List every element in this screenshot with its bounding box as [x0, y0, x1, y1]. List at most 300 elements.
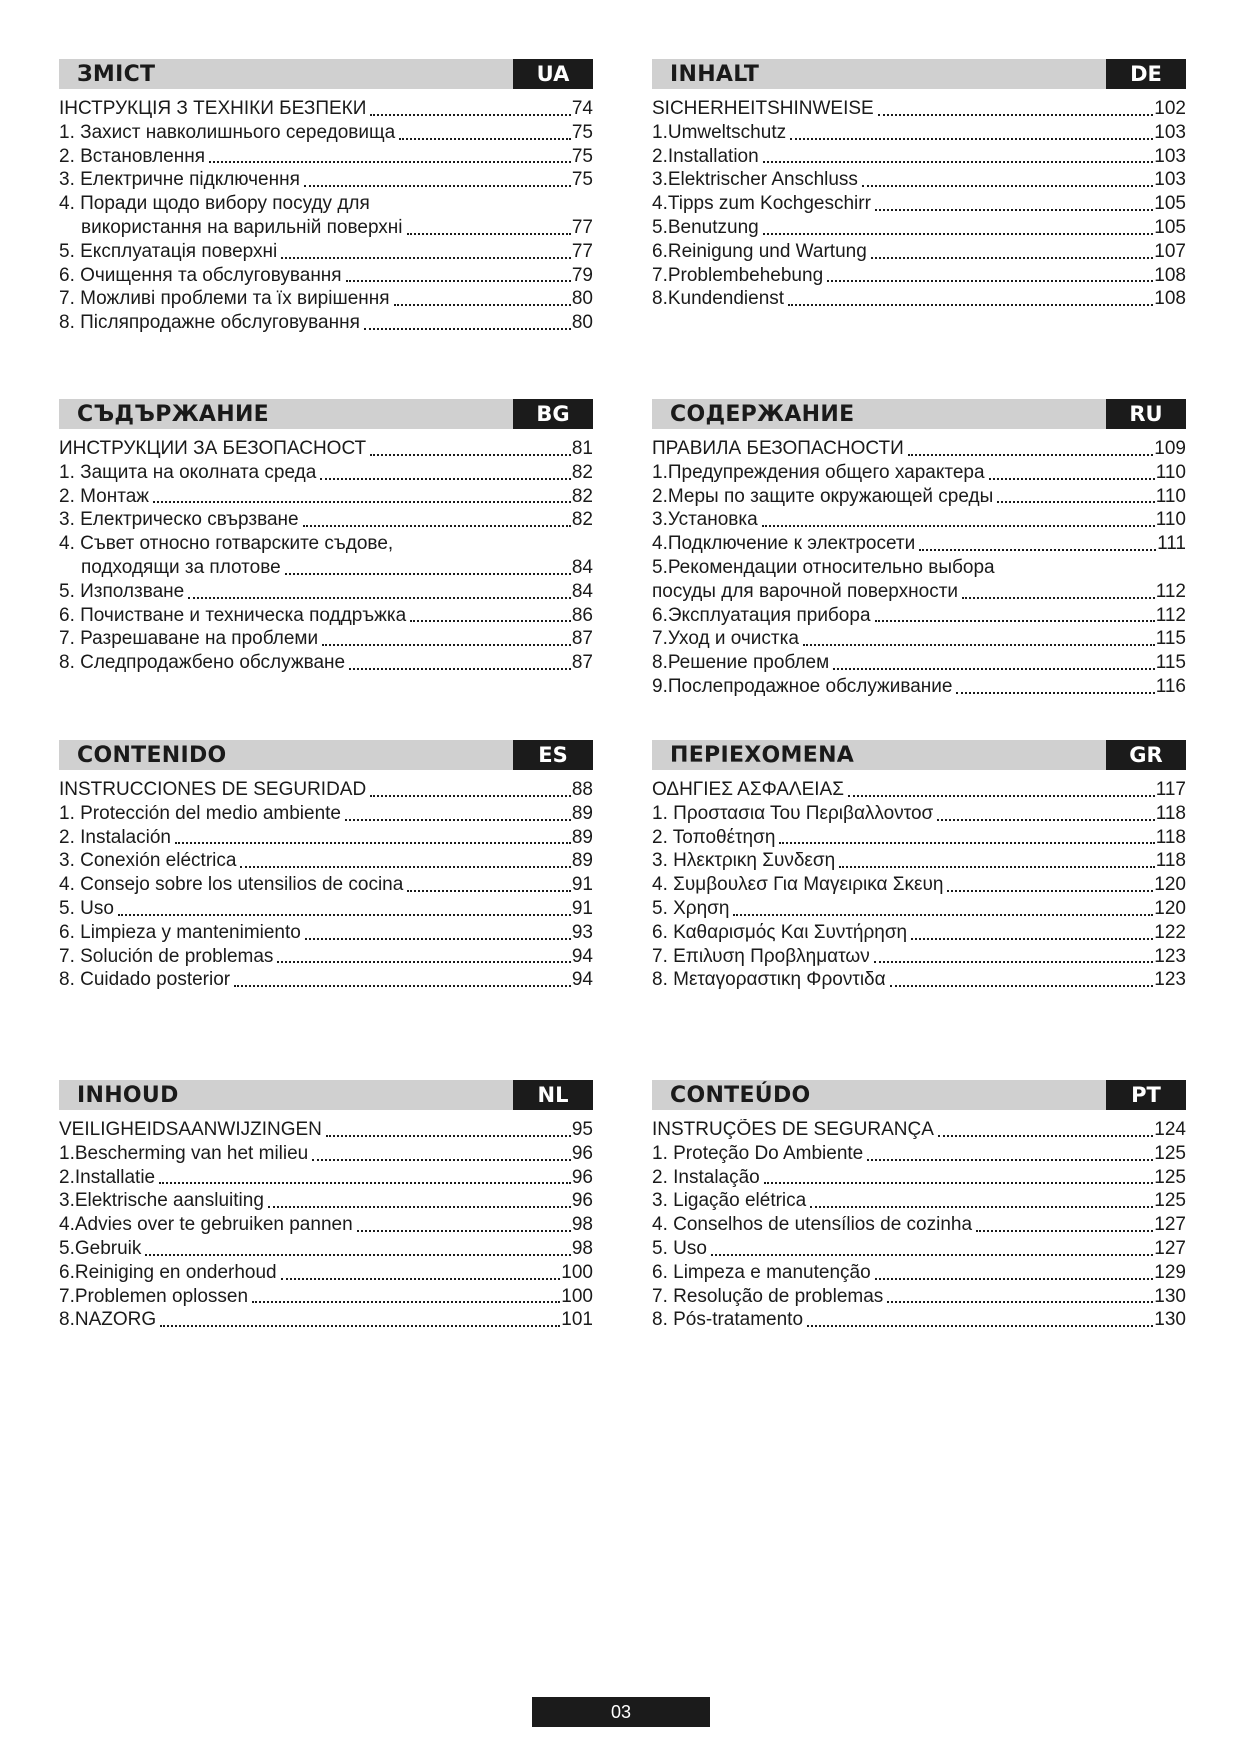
dot-leader	[878, 114, 1154, 116]
toc-entry-label: 2.Меры по защите окружающей среды	[652, 485, 994, 507]
toc-entry[interactable]	[59, 1309, 593, 1333]
toc-entry[interactable]	[652, 676, 1186, 700]
toc-entry[interactable]	[59, 628, 593, 652]
toc-entry-label: 3. Conexión eléctrica	[59, 850, 237, 872]
toc-entry[interactable]	[652, 898, 1186, 922]
dot-leader	[938, 1135, 1153, 1137]
toc-entry-label: 6.Эксплуатация прибора	[652, 604, 871, 626]
toc-entry-label: 7. Разрешаване на проблеми	[59, 628, 319, 650]
toc-entries	[59, 98, 593, 336]
toc-entry-page: 91	[571, 874, 593, 896]
toc-entry-label: 8.Решение проблем	[652, 652, 830, 674]
toc-entries	[59, 438, 593, 676]
toc-entry-label: 7. Solución de problemas	[59, 945, 274, 967]
toc-entry[interactable]	[59, 652, 593, 676]
toc-entry-page: 89	[571, 802, 593, 824]
dot-leader	[919, 549, 1156, 551]
dot-leader	[862, 185, 1153, 187]
toc-entry-label: INSTRUCCIONES DE SEGURIDAD	[59, 779, 367, 800]
toc-entry[interactable]	[59, 1119, 593, 1143]
toc-section-de	[652, 59, 1186, 312]
toc-entry-page: 101	[561, 1309, 593, 1331]
toc-entry-page: 130	[1154, 1285, 1186, 1307]
toc-entry-page: 75	[571, 145, 593, 167]
toc-entry-label: 3. Електричне підключення	[59, 169, 300, 191]
dot-leader	[871, 257, 1154, 259]
toc-entry[interactable]	[59, 462, 593, 486]
toc-entry-page: 100	[561, 1261, 593, 1283]
toc-entry[interactable]	[59, 169, 593, 193]
dot-leader	[733, 914, 1153, 916]
toc-entry-label: 9.Послепродажное обслуживание	[652, 675, 953, 697]
toc-entry-label: 1. Proteção Do Ambiente	[652, 1142, 864, 1164]
toc-entry[interactable]	[652, 509, 1186, 533]
toc-entry[interactable]	[652, 922, 1186, 946]
toc-entry[interactable]	[59, 193, 593, 217]
toc-entry-page: 118	[1155, 826, 1186, 848]
toc-entry[interactable]	[59, 1238, 593, 1262]
section-title: СОДЕРЖАНИЕ	[670, 402, 855, 427]
toc-entry-page: 112	[1155, 604, 1186, 626]
toc-entry-page: 77	[571, 216, 593, 238]
toc-entry[interactable]	[59, 486, 593, 510]
section-title: CONTENIDO	[77, 743, 227, 768]
dot-leader	[370, 795, 571, 797]
toc-entry-label: 8.Kundendienst	[652, 288, 785, 310]
toc-entry-label: 7. Можливі проблеми та їх вирішення	[59, 288, 390, 310]
section-title: INHOUD	[77, 1083, 179, 1108]
toc-entry-label: 5.Рекомендации относительно выбора	[652, 556, 995, 578]
toc-entry-page: 94	[571, 945, 593, 967]
dot-leader	[956, 692, 1154, 694]
dot-leader	[807, 1325, 1153, 1327]
toc-entry[interactable]	[652, 1262, 1186, 1286]
dot-leader	[867, 1159, 1153, 1161]
toc-entry-label: INSTRUÇÕES DE SEGURANÇA	[652, 1119, 934, 1140]
dot-leader	[887, 1301, 1153, 1303]
toc-entry-label: 4.Подключение к электросети	[652, 533, 916, 555]
toc-entry-page: 118	[1155, 850, 1186, 872]
toc-entry-page: 105	[1154, 193, 1186, 215]
dot-leader	[833, 668, 1155, 670]
dot-leader	[349, 668, 571, 670]
section-title: ЗМІСТ	[77, 62, 156, 87]
toc-entry-page: 122	[1154, 921, 1186, 943]
toc-entry-page: 98	[571, 1237, 593, 1259]
toc-entry-label: 4. Conselhos de utensílios de cozinha	[652, 1214, 973, 1236]
dot-leader	[839, 866, 1155, 868]
toc-entry-page: 129	[1154, 1261, 1186, 1283]
toc-entry-page: 103	[1154, 121, 1186, 143]
toc-entry[interactable]	[59, 98, 593, 122]
toc-entry[interactable]	[59, 217, 593, 241]
toc-entry-label: 7. Resolução de problemas	[652, 1285, 884, 1307]
section-title: СЪДЪРЖАНИЕ	[77, 402, 270, 427]
toc-entry-label: 2. Встановлення	[59, 145, 205, 167]
toc-entry-label: 8. Післяпродажне обслуговування	[59, 312, 360, 334]
toc-entry[interactable]	[652, 874, 1186, 898]
toc-entry-page: 103	[1154, 169, 1186, 191]
toc-entry[interactable]	[59, 803, 593, 827]
dot-leader	[908, 454, 1154, 456]
toc-entry-page: 127	[1154, 1214, 1186, 1236]
toc-entry-label: 5.Benutzung	[652, 216, 759, 238]
dot-leader	[252, 1301, 560, 1303]
toc-entry-page: 110	[1155, 509, 1186, 531]
toc-entry-page: 89	[571, 850, 593, 872]
toc-entry[interactable]	[652, 486, 1186, 510]
section-header	[59, 740, 593, 770]
dot-leader	[160, 1325, 560, 1327]
toc-entry[interactable]	[59, 122, 593, 146]
dot-leader	[240, 866, 570, 868]
dot-leader	[268, 1206, 571, 1208]
toc-entry-page: 96	[571, 1142, 593, 1164]
toc-entry-page: 79	[571, 264, 593, 286]
toc-entry-label: ІНСТРУКЦІЯ З ТЕХНІКИ БЕЗПЕКИ	[59, 98, 367, 119]
toc-entry-label: 6. Limpieza y mantenimiento	[59, 921, 301, 943]
toc-entry-label: використання на варильній поверхні	[81, 216, 403, 238]
toc-section-gr	[652, 740, 1186, 993]
toc-entry[interactable]	[652, 98, 1186, 122]
toc-entry[interactable]	[59, 146, 593, 170]
page-number: 03	[532, 1697, 710, 1727]
toc-section-es	[59, 740, 593, 993]
section-header	[652, 59, 1186, 89]
toc-entry-page: 130	[1154, 1309, 1186, 1331]
dot-leader	[153, 501, 571, 503]
dot-leader	[399, 138, 571, 140]
dot-leader	[312, 1159, 571, 1161]
toc-entry[interactable]	[59, 438, 593, 462]
toc-entry-label: 6.Reinigung und Wartung	[652, 240, 867, 262]
toc-entry-label: VEILIGHEIDSAANWIJZINGEN	[59, 1119, 322, 1140]
toc-entry-page: 123	[1154, 945, 1186, 967]
section-header	[59, 399, 593, 429]
toc-entry-page: 117	[1155, 779, 1186, 800]
language-code-badge: DE	[1106, 59, 1186, 89]
dot-leader	[285, 573, 571, 575]
toc-entry[interactable]	[59, 605, 593, 629]
dot-leader	[305, 938, 571, 940]
dot-leader	[320, 478, 571, 480]
toc-entry-label: 2.Installatie	[59, 1166, 156, 1188]
toc-entry[interactable]	[652, 1286, 1186, 1310]
toc-entry[interactable]	[652, 146, 1186, 170]
toc-entry-page: 77	[571, 240, 593, 262]
language-code-badge: GR	[1106, 740, 1186, 770]
dot-leader	[209, 161, 571, 163]
section-title: CONTEÚDO	[670, 1083, 811, 1108]
dot-leader	[803, 644, 1155, 646]
toc-entry[interactable]	[59, 509, 593, 533]
dot-leader	[890, 985, 1154, 987]
toc-entry-page: 109	[1154, 438, 1186, 459]
dot-leader	[989, 478, 1155, 480]
toc-entry-page: 108	[1154, 264, 1186, 286]
dot-leader	[976, 1230, 1153, 1232]
toc-entry[interactable]	[59, 827, 593, 851]
toc-entry-page: 110	[1155, 461, 1186, 483]
toc-entry[interactable]	[59, 312, 593, 336]
dot-leader	[407, 890, 571, 892]
toc-entry-page: 81	[571, 438, 593, 459]
toc-entry[interactable]	[652, 193, 1186, 217]
dot-leader	[281, 257, 571, 259]
section-header	[652, 740, 1186, 770]
toc-entry[interactable]	[652, 1167, 1186, 1191]
dot-leader	[875, 1278, 1154, 1280]
dot-leader	[188, 597, 571, 599]
toc-entry-label: 7. Επιλυση Προβληματων	[652, 945, 870, 967]
toc-entry-label: 1. Захист навколишнього середовища	[59, 121, 396, 143]
toc-entry-page: 95	[571, 1119, 593, 1140]
toc-entry[interactable]	[59, 1286, 593, 1310]
toc-entry-label: 3. Ηλεκτρικη Συνδεση	[652, 850, 836, 872]
dot-leader	[304, 185, 571, 187]
toc-entry[interactable]	[652, 265, 1186, 289]
toc-entry-label: 4. Съвет относно готварските съдове,	[59, 533, 394, 555]
dot-leader	[762, 525, 1155, 527]
toc-entry-page: 87	[571, 652, 593, 674]
toc-entry-page: 116	[1155, 675, 1186, 697]
dot-leader	[357, 1230, 571, 1232]
dot-leader	[303, 525, 571, 527]
toc-entry[interactable]	[59, 581, 593, 605]
toc-entry-label: 5.Gebruik	[59, 1237, 142, 1259]
dot-leader	[875, 209, 1153, 211]
toc-entry-page: 82	[571, 485, 593, 507]
toc-entry-label: 6.Reiniging en onderhoud	[59, 1261, 277, 1283]
toc-entry-page: 82	[571, 461, 593, 483]
dot-leader	[345, 819, 571, 821]
toc-entry[interactable]	[59, 288, 593, 312]
toc-entry[interactable]	[59, 874, 593, 898]
toc-entry-label: 3. Електрическо свързване	[59, 509, 299, 531]
dot-leader	[810, 1206, 1153, 1208]
toc-entry[interactable]	[652, 803, 1186, 827]
dot-leader	[234, 985, 571, 987]
toc-entry-page: 75	[571, 121, 593, 143]
section-header	[59, 59, 593, 89]
toc-entry[interactable]	[652, 438, 1186, 462]
toc-entry-page: 127	[1154, 1237, 1186, 1259]
toc-entry-label: SICHERHEITSHINWEISE	[652, 98, 874, 119]
language-code-badge: RU	[1106, 399, 1186, 429]
toc-entry-label: подходящи за плотове	[81, 556, 281, 578]
toc-section-bg	[59, 399, 593, 676]
toc-entry-page: 91	[571, 897, 593, 919]
toc-entry-page: 120	[1154, 874, 1186, 896]
toc-entry-label: 6. Очищення та обслуговування	[59, 264, 342, 286]
toc-entry-page: 89	[571, 826, 593, 848]
toc-entry[interactable]	[652, 557, 1186, 581]
dot-leader	[370, 114, 570, 116]
toc-entry[interactable]	[59, 779, 593, 803]
toc-entry-label: 5. Uso	[652, 1237, 707, 1259]
toc-entry-label: 1.Предупреждения общего характера	[652, 461, 985, 483]
dot-leader	[779, 842, 1154, 844]
toc-entry[interactable]	[652, 1190, 1186, 1214]
dot-leader	[711, 1254, 1153, 1256]
toc-entry[interactable]	[59, 265, 593, 289]
toc-entry-label: 5. Експлуатація поверхні	[59, 240, 278, 262]
toc-entry[interactable]	[59, 946, 593, 970]
toc-entry[interactable]	[652, 462, 1186, 486]
toc-entry-page: 80	[571, 288, 593, 310]
toc-entry[interactable]	[652, 1238, 1186, 1262]
dot-leader	[848, 795, 1155, 797]
toc-entry[interactable]	[59, 557, 593, 581]
toc-entry-label: 4.Tipps zum Kochgeschirr	[652, 193, 871, 215]
toc-entry[interactable]	[652, 628, 1186, 652]
dot-leader	[364, 328, 571, 330]
dot-leader	[763, 161, 1154, 163]
toc-entry-label: 8. Следпродажбено обслужване	[59, 652, 346, 674]
toc-entry-page: 118	[1155, 802, 1186, 824]
toc-entry[interactable]	[652, 241, 1186, 265]
toc-entry[interactable]	[652, 122, 1186, 146]
toc-entry[interactable]	[652, 946, 1186, 970]
toc-entry[interactable]	[652, 969, 1186, 993]
toc-entry-page: 105	[1154, 216, 1186, 238]
dot-leader	[788, 304, 1153, 306]
toc-entry-page: 108	[1154, 288, 1186, 310]
toc-entry-page: 102	[1154, 98, 1186, 119]
toc-entry-page: 103	[1154, 145, 1186, 167]
dot-leader	[937, 819, 1154, 821]
toc-entry-label: 8. Pós-tratamento	[652, 1309, 804, 1331]
toc-entry[interactable]	[59, 1143, 593, 1167]
toc-entry-page: 82	[571, 509, 593, 531]
toc-entry-label: 2. Instalación	[59, 826, 171, 848]
toc-entry-label: 6. Limpeza e manutenção	[652, 1261, 871, 1283]
toc-entry-label: 1.Umweltschutz	[652, 121, 787, 143]
toc-entry[interactable]	[59, 850, 593, 874]
toc-entry[interactable]	[652, 1143, 1186, 1167]
toc-entry[interactable]	[652, 605, 1186, 629]
dot-leader	[947, 890, 1153, 892]
toc-entry-label: ΟΔΗΓΙΕΣ ΑΣΦΑΛΕΙΑΣ	[652, 779, 844, 800]
toc-entry-page: 107	[1154, 240, 1186, 262]
toc-entries	[652, 98, 1186, 312]
toc-entry-label: 2. Τοποθέτηση	[652, 826, 776, 848]
toc-section-ua	[59, 59, 593, 336]
toc-entry[interactable]	[59, 1167, 593, 1191]
toc-entry[interactable]	[59, 898, 593, 922]
toc-entry-label: 2.Installation	[652, 145, 759, 167]
toc-entry-label: 1. Защита на околната среда	[59, 461, 317, 483]
dot-leader	[997, 501, 1154, 503]
toc-entries	[59, 1119, 593, 1333]
toc-entry-label: 7.Problembehebung	[652, 264, 824, 286]
toc-entry[interactable]	[59, 1190, 593, 1214]
dot-leader	[962, 597, 1155, 599]
dot-leader	[790, 138, 1153, 140]
toc-entry-label: 6. Почистване и техническа поддръжка	[59, 604, 407, 626]
toc-entry-page: 98	[571, 1214, 593, 1236]
toc-entry-page: 84	[571, 556, 593, 578]
dot-leader	[145, 1254, 570, 1256]
toc-entry[interactable]	[59, 533, 593, 557]
toc-entry-page: 111	[1157, 533, 1186, 555]
toc-entry[interactable]	[59, 241, 593, 265]
toc-entry-label: 5. Uso	[59, 897, 114, 919]
toc-entry[interactable]	[652, 850, 1186, 874]
toc-entry[interactable]	[652, 533, 1186, 557]
toc-entry-label: 1. Προστασια Του Περιβαλλοντοσ	[652, 802, 934, 824]
toc-entry[interactable]	[652, 827, 1186, 851]
toc-entry-page: 74	[571, 98, 593, 119]
language-code-badge: PT	[1106, 1080, 1186, 1110]
toc-entry[interactable]	[652, 1309, 1186, 1333]
language-code-badge: UA	[513, 59, 593, 89]
toc-entry-page: 96	[571, 1166, 593, 1188]
dot-leader	[175, 842, 571, 844]
toc-entry-label: 7.Problemen oplossen	[59, 1285, 249, 1307]
toc-entry-label: 8.NAZORG	[59, 1309, 157, 1331]
toc-entry-label: ПРАВИЛА БЕЗОПАСНОСТИ	[652, 438, 904, 459]
toc-entry[interactable]	[652, 581, 1186, 605]
toc-section-nl	[59, 1080, 593, 1333]
toc-entry-label: 4. Поради щодо вибору посуду для	[59, 193, 370, 215]
toc-entry-page: 120	[1154, 897, 1186, 919]
toc-entries	[652, 438, 1186, 700]
dot-leader	[394, 304, 571, 306]
toc-entry[interactable]	[652, 217, 1186, 241]
toc-entry-label: 6. Καθαρισμός Και Συντήρηση	[652, 921, 908, 943]
toc-entry[interactable]	[652, 779, 1186, 803]
toc-entry-page: 123	[1154, 969, 1186, 991]
toc-entry-page: 125	[1154, 1166, 1186, 1188]
toc-entry-label: 8. Cuidado posterior	[59, 969, 231, 991]
dot-leader	[118, 914, 571, 916]
toc-entry-page: 125	[1154, 1142, 1186, 1164]
toc-entry-page: 94	[571, 969, 593, 991]
language-code-badge: NL	[513, 1080, 593, 1110]
dot-leader	[911, 938, 1153, 940]
dot-leader	[281, 1278, 561, 1280]
toc-entry-label: 7.Уход и очистка	[652, 628, 799, 650]
section-header	[652, 1080, 1186, 1110]
toc-entry-label: ИНСТРУКЦИИ ЗА БЕЗОПАСНОСТ	[59, 438, 367, 459]
toc-entry-page: 84	[571, 580, 593, 602]
toc-entry[interactable]	[652, 1119, 1186, 1143]
toc-entry-label: 4. Consejo sobre los utensilios de cocina	[59, 874, 404, 896]
toc-entry-page: 87	[571, 628, 593, 650]
toc-entry[interactable]	[59, 1262, 593, 1286]
toc-entry-page: 110	[1155, 485, 1186, 507]
toc-entry-page: 112	[1155, 580, 1186, 602]
toc-entry[interactable]	[652, 169, 1186, 193]
toc-entry-label: 3.Elektrischer Anschluss	[652, 169, 858, 191]
dot-leader	[763, 233, 1154, 235]
toc-entry[interactable]	[59, 922, 593, 946]
toc-entry-label: 3.Elektrische aansluiting	[59, 1190, 264, 1212]
toc-entry[interactable]	[59, 969, 593, 993]
toc-entry-page: 100	[561, 1285, 593, 1307]
toc-entry-page: 115	[1155, 628, 1186, 650]
toc-entry-label: 3.Установка	[652, 509, 758, 531]
toc-entry[interactable]	[652, 288, 1186, 312]
toc-entry[interactable]	[59, 1214, 593, 1238]
toc-entry[interactable]	[652, 1214, 1186, 1238]
dot-leader	[410, 620, 571, 622]
toc-entry[interactable]	[652, 652, 1186, 676]
dot-leader	[875, 620, 1155, 622]
toc-entry-label: 4. Συμβουλεσ Για Μαγειρικα Σκευη	[652, 874, 944, 896]
toc-entry-page: 93	[571, 921, 593, 943]
